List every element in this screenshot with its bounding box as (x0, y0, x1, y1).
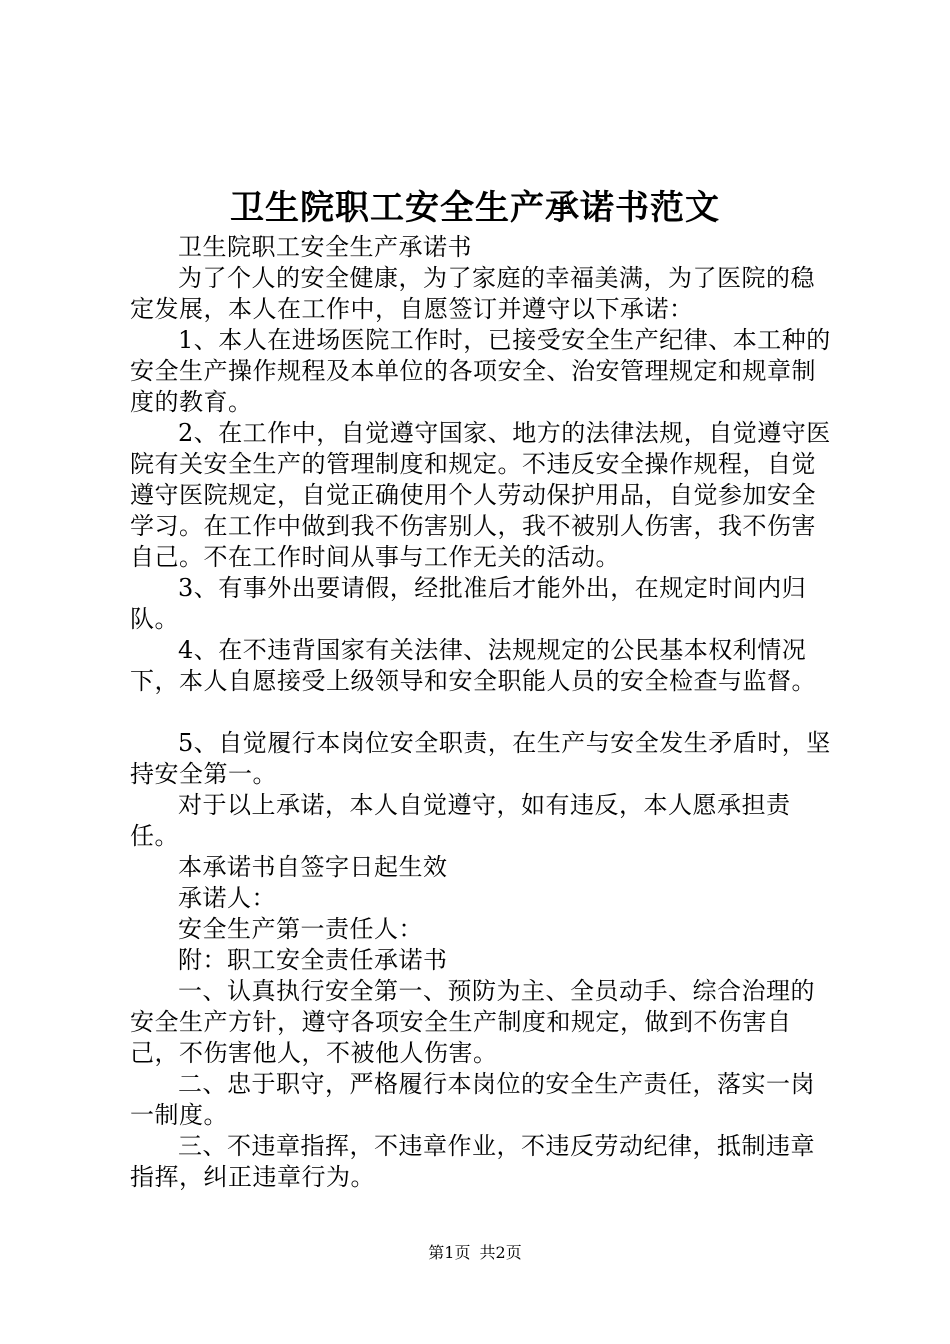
page-number: 第1页 (428, 1243, 471, 1262)
commitment-item-4: 4、在不违背国家有关法律、法规规定的公民基本权利情况下，本人自愿接受上级领导和安全职能人员的安全检查与监督。 (130, 636, 816, 695)
compliance-paragraph: 对于以上承诺，本人自觉遵守，如有违反，本人愿承担责任。 (130, 791, 791, 850)
appendix-heading: 附：职工安全责任承诺书 (178, 946, 448, 974)
promisor-line: 承诺人： (178, 884, 276, 912)
responsible-person-line: 安全生产第一责任人： (178, 915, 423, 943)
appendix-item-1: 一、认真执行安全第一、预防为主、全员动手、综合治理的安全生产方针，遵守各项安全生产制度和规定，做到不伤害自己，不伤害他人，不被他人伤害。 (130, 977, 815, 1067)
document-title: 卫生院职工安全生产承诺书范文 (230, 188, 720, 228)
appendix-item-2: 二、忠于职守，严格履行本岗位的安全生产责任，落实一岗一制度。 (130, 1070, 815, 1129)
effective-date-line: 本承诺书自签字日起生效 (178, 853, 448, 881)
appendix-item-3: 三、不违章指挥，不违章作业，不违反劳动纪律，抵制违章指挥，纠正违章行为。 (130, 1132, 815, 1191)
commitment-item-3: 3、有事外出要请假，经批准后才能外出，在规定时间内归队。 (130, 574, 807, 633)
subtitle-paragraph: 卫生院职工安全生产承诺书 (178, 233, 472, 261)
document-body (130, 232, 832, 1193)
commitment-item-5: 5、自觉履行本岗位安全职责，在生产与安全发生矛盾时，坚持安全第一。 (130, 729, 831, 788)
commitment-item-2: 2、在工作中，自觉遵守国家、地方的法律法规，自觉遵守医院有关安全生产的管理制度和规定。不违反安全操作规程，自觉遵守医院规定，自觉正确使用个人劳动保护用品，自觉参加安全学习。在工作中做到我不伤害别人，我不被别人伤害，我不伤害自己。不在工作时间从事与工作无关的活动。 (130, 419, 831, 571)
commitment-item-1: 1、本人在进场医院工作时，已接受安全生产纪律、本工种的安全生产操作规程及本单位的各项安全、治安管理规定和规章制度的教育。 (130, 326, 831, 416)
page-footer (0, 1242, 950, 1264)
intro-paragraph: 为了个人的安全健康，为了家庭的幸福美满，为了医院的稳定发展，本人在工作中，自愿签订并遵守以下承诺： (130, 264, 815, 323)
page-total: 共2页 (479, 1243, 522, 1262)
blank-line (130, 697, 832, 728)
